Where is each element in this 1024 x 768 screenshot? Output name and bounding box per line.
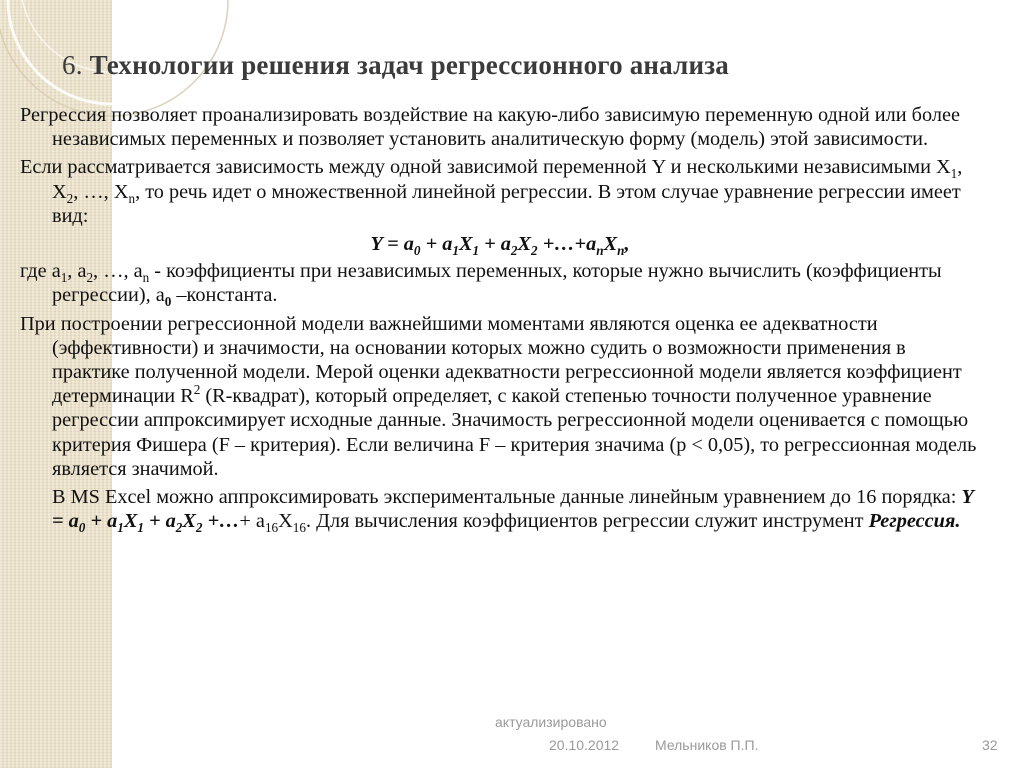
formula-part: X — [517, 233, 532, 256]
paragraph-model-adequacy — [20, 312, 980, 481]
p2-sub-1: 1 — [950, 166, 958, 182]
title-number: 6. — [62, 50, 83, 80]
formula-part: + a — [420, 233, 453, 256]
formula-sub: n — [617, 243, 625, 259]
formula-part: , — [624, 233, 630, 256]
footer-date: 20.10.2012 — [549, 737, 620, 753]
p3-text: - коэффициенты при независимых переменных, которые нужно вычислить (коэффициенты регрессии), a — [52, 260, 942, 307]
p2-sub-2: 2 — [66, 190, 74, 206]
p3-text: –константа. — [171, 284, 278, 307]
p5-text: X — [278, 510, 293, 533]
p5-formula-sub: 1 — [137, 520, 144, 536]
p5-formula: +… — [202, 510, 240, 533]
formula-sub: 0 — [413, 243, 421, 259]
p2-sub-n: n — [128, 190, 136, 206]
p4-text-a: При построении регрессионной модели важнейшими моментами являются оценка ее адекватности (эффективности) и значимости, на основании которых можно судить о возможности применения в практике полученной модели. Мерой оценки адекватности регрессионной модели является коэффициент детерминации R — [20, 312, 962, 408]
p5-formula: + a — [85, 510, 118, 533]
regression-formula — [20, 232, 980, 259]
formula-sub: 1 — [472, 243, 480, 259]
footer-updated-label: актуализировано — [495, 714, 607, 730]
p5-sub: 16 — [292, 520, 306, 536]
formula-part: X — [458, 233, 473, 256]
slide-body — [20, 103, 980, 536]
title-text: Технологии решения задач регрессионного анализа — [89, 50, 729, 80]
formula-sub: 2 — [531, 243, 538, 259]
p3-sub-bold: 0 — [164, 294, 172, 310]
formula-part: Y = a — [370, 233, 414, 256]
p3-text: , …, a — [93, 260, 143, 283]
formula-part: +…+a — [537, 233, 597, 256]
p2-sep-2: , …, X — [73, 180, 129, 203]
paragraph-ms-excel — [20, 485, 980, 536]
formula-sub: 2 — [510, 243, 518, 259]
regression-tool-name: Регрессия. — [868, 510, 961, 533]
p5-text: . Для вычисления коэффициентов регрессии служит инструмент — [305, 510, 869, 533]
p3-sub: 2 — [86, 270, 94, 286]
p2-text-b: , то речь идет о множественной линейной регрессии. В этом случае уравнение регрессии имеет вид: — [52, 180, 961, 227]
p5-formula: X — [123, 510, 138, 533]
p5-formula-sub: 2 — [175, 520, 183, 536]
footer-author: Мельников П.П. — [655, 737, 759, 753]
p5-sub: 16 — [264, 520, 279, 536]
page-number: 32 — [982, 737, 998, 753]
p5-formula: Y = a — [52, 486, 974, 533]
p3-sub: n — [142, 270, 150, 286]
p4-text-b: (R-квадрат), который определяет, с какой степенью точности полученное уравнение регрессии аппроксимирует исходные данные. Значимость регрессионной модели оценивается с помощью критерия Фишера (F – критерия). Если величина F – критерия значима (p < 0,05), то регрессионная модель является значимой. — [52, 385, 977, 480]
paragraph-coefficients — [20, 259, 980, 310]
p3-sub: 1 — [60, 270, 68, 286]
p2-sep-1: , X — [52, 156, 963, 203]
p5-formula-sub: 2 — [195, 520, 203, 536]
p5-formula-sub: 1 — [117, 520, 124, 536]
p5-formula: + a — [143, 510, 176, 533]
paragraph-regression-definition: Регрессия позволяет проанализировать воздействие на какую-либо зависимую переменную одной или более независимых переменных и позволяет установить аналитическую форму (модель) этой зависимости. — [20, 104, 960, 151]
slide-title — [62, 50, 729, 81]
formula-sub: n — [596, 243, 604, 259]
formula-sub: 1 — [452, 243, 459, 259]
p5-text: + a — [239, 510, 265, 533]
formula-part: + a — [479, 233, 511, 256]
p5-formula: X — [182, 510, 196, 533]
p5-text: В MS Excel можно аппроксимировать экспериментальные данные линейным уравнением до 16 порядка: — [52, 486, 962, 509]
p5-formula-sub: 0 — [78, 520, 86, 536]
p3-text: где a — [20, 260, 61, 283]
paragraph-multiple-regression — [20, 155, 980, 228]
p4-sup: 2 — [193, 382, 201, 398]
p3-text: , a — [67, 260, 87, 283]
formula-part: X — [603, 233, 618, 256]
p2-text-a: Если рассматривается зависимость между одной зависимой переменной Y и несколькими независимыми X — [20, 156, 951, 179]
